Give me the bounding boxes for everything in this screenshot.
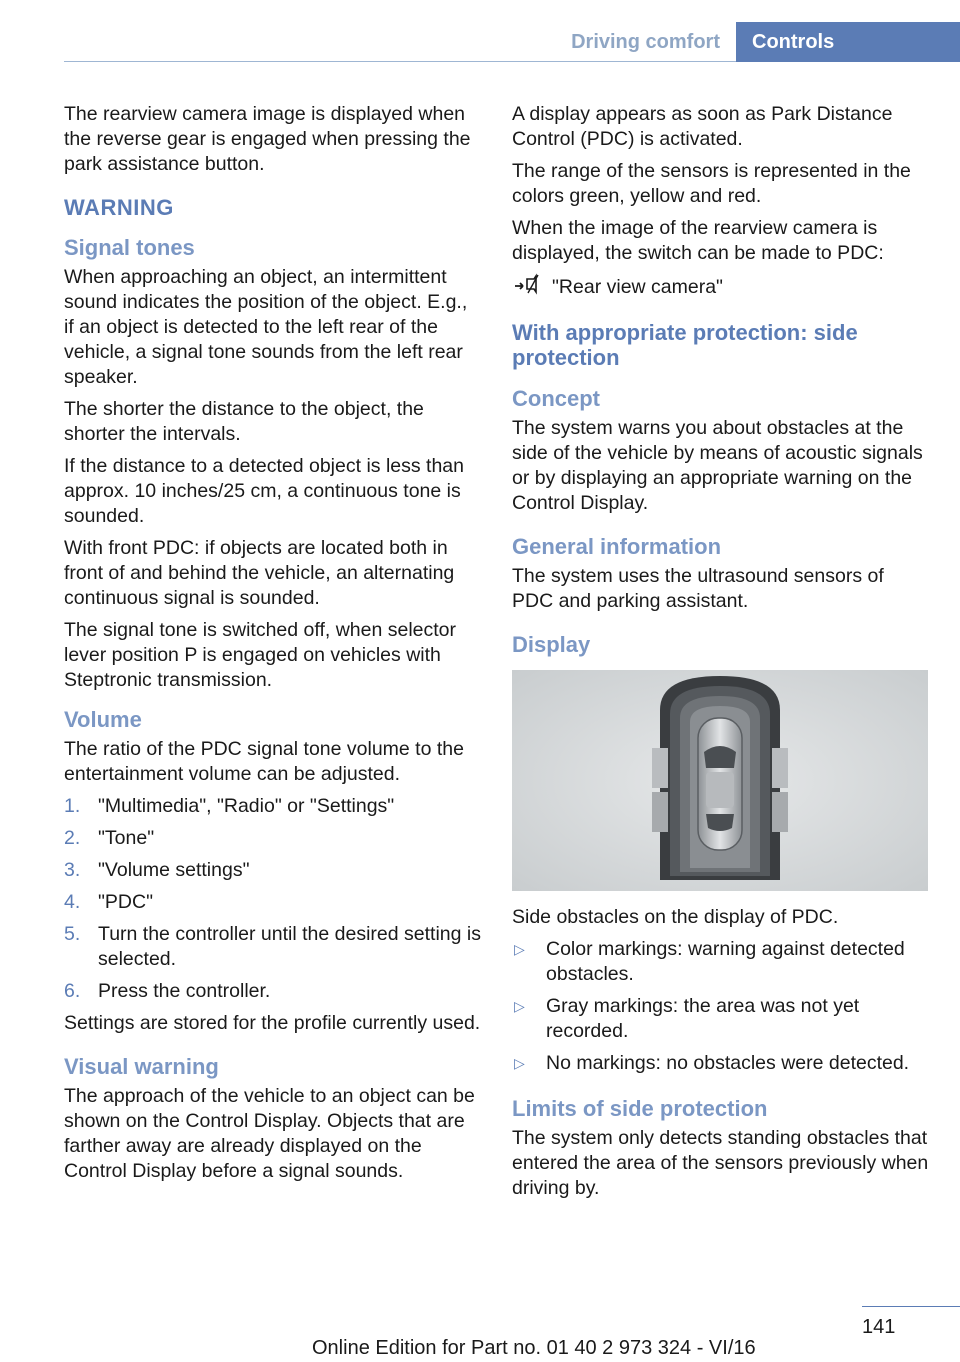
signal-tones-heading: Signal tones: [64, 235, 195, 260]
figure-caption: Side obstacles on the display of PDC.: [512, 906, 839, 928]
step-text: "Volume settings": [98, 859, 250, 881]
signal-tones-paragraph: The shorter the distance to the object, the shorter the intervals.: [64, 398, 424, 445]
bullet-triangle-icon: ▷: [514, 1055, 525, 1071]
pdc-paragraph: When the image of the rearview camera is displayed, the switch can be made to PDC:: [512, 217, 884, 264]
step-text: Press the controller.: [98, 980, 271, 1002]
right-column: [512, 102, 930, 1208]
general-information-paragraph: The system uses the ultrasound sensors of PDC and parking assistant.: [512, 565, 884, 612]
step-number: 5.: [64, 923, 81, 945]
rear-view-camera-icon: [512, 273, 552, 302]
volume-outro: Settings are stored for the profile currently used.: [64, 1012, 481, 1034]
step-text: "Tone": [98, 827, 155, 849]
pdc-paragraph: The range of the sensors is represented in the colors green, yellow and red.: [512, 160, 911, 207]
bullet-text: No markings: no obstacles were detected.: [546, 1052, 910, 1074]
step-number: 3.: [64, 859, 81, 881]
visual-warning-paragraph: The approach of the vehicle to an object can be shown on the Control Display. Objects that are farther away are already displayed on the Control Display before a signal sounds.: [64, 1085, 475, 1182]
edition-note: Online Edition for Part no. 01 40 2 973 324 - VI/16: [312, 1337, 756, 1359]
concept-heading: Concept: [512, 386, 600, 411]
header-section-tab[interactable]: Driving comfort: [571, 30, 720, 53]
list-item: [64, 922, 482, 972]
bullet-triangle-icon: ▷: [514, 998, 525, 1014]
step-number: 4.: [64, 891, 81, 913]
pdc-paragraph: A display appears as soon as Park Distance Control (PDC) is activated.: [512, 103, 893, 150]
display-bullets-list: [512, 937, 930, 1076]
bullet-triangle-icon: ▷: [514, 941, 525, 957]
signal-tones-paragraph: When approaching an object, an intermittent sound indicates the position of the object. E.g., if an object is detected to the left rear of the vehicle, a signal tone sounds from the left rear speaker.: [64, 266, 468, 388]
bullet-text: Color markings: warning against detected obstacles.: [546, 938, 905, 985]
visual-warning-heading: Visual warning: [64, 1054, 219, 1079]
step-number: 2.: [64, 827, 81, 849]
pdc-display-image: [512, 670, 928, 891]
footer-rule: [862, 1306, 960, 1307]
list-item: [64, 858, 482, 883]
step-text: "Multimedia", "Radio" or "Settings": [98, 795, 395, 817]
general-information-heading: General information: [512, 534, 722, 559]
list-item: [512, 994, 930, 1044]
rear-view-camera-item: [512, 273, 930, 302]
list-item: [64, 826, 482, 851]
header-chapter-tab[interactable]: Controls: [736, 22, 960, 62]
list-item: [512, 1051, 930, 1076]
list-item: [64, 794, 482, 819]
limits-heading: Limits of side protection: [512, 1096, 768, 1121]
page-number: 141: [862, 1316, 896, 1338]
signal-tones-paragraph: If the distance to a detected object is less than approx. 10 inches/25 cm, a continuous tone is sounded.: [64, 455, 464, 527]
volume-intro: The ratio of the PDC signal tone volume to the entertainment volume can be adjusted.: [64, 738, 464, 785]
warning-heading: WARNING: [64, 195, 174, 220]
signal-tones-paragraph: With front PDC: if objects are located both in front of and behind the vehicle, an alternating continuous signal is sounded.: [64, 537, 455, 609]
intro-paragraph: The rearview camera image is displayed when the reverse gear is engaged when pressing the park assistance button.: [64, 103, 471, 175]
left-column: [64, 102, 482, 1191]
step-text: "PDC": [98, 891, 154, 913]
concept-paragraph: The system warns you about obstacles at the side of the vehicle by means of acoustic signals or by displaying an appropriate warning on the Control Display.: [512, 417, 923, 514]
signal-tones-paragraph: The signal tone is switched off, when selector lever position P is engaged on vehicles with Steptronic transmission.: [64, 619, 457, 691]
list-item: [64, 890, 482, 915]
volume-steps-list: [64, 794, 482, 1004]
step-number: 1.: [64, 795, 81, 817]
step-number: 6.: [64, 980, 81, 1002]
step-text: Turn the controller until the desired setting is selected.: [98, 923, 481, 970]
rear-view-camera-label: "Rear view camera": [552, 276, 723, 298]
list-item: [64, 979, 482, 1004]
display-heading: Display: [512, 632, 591, 657]
side-protection-heading: With appropriate protection: side protection: [512, 320, 858, 370]
bullet-text: Gray markings: the area was not yet recorded.: [546, 995, 860, 1042]
limits-paragraph: The system only detects standing obstacles that entered the area of the sensors previously when driving by.: [512, 1127, 929, 1199]
volume-heading: Volume: [64, 707, 142, 732]
list-item: [512, 937, 930, 987]
